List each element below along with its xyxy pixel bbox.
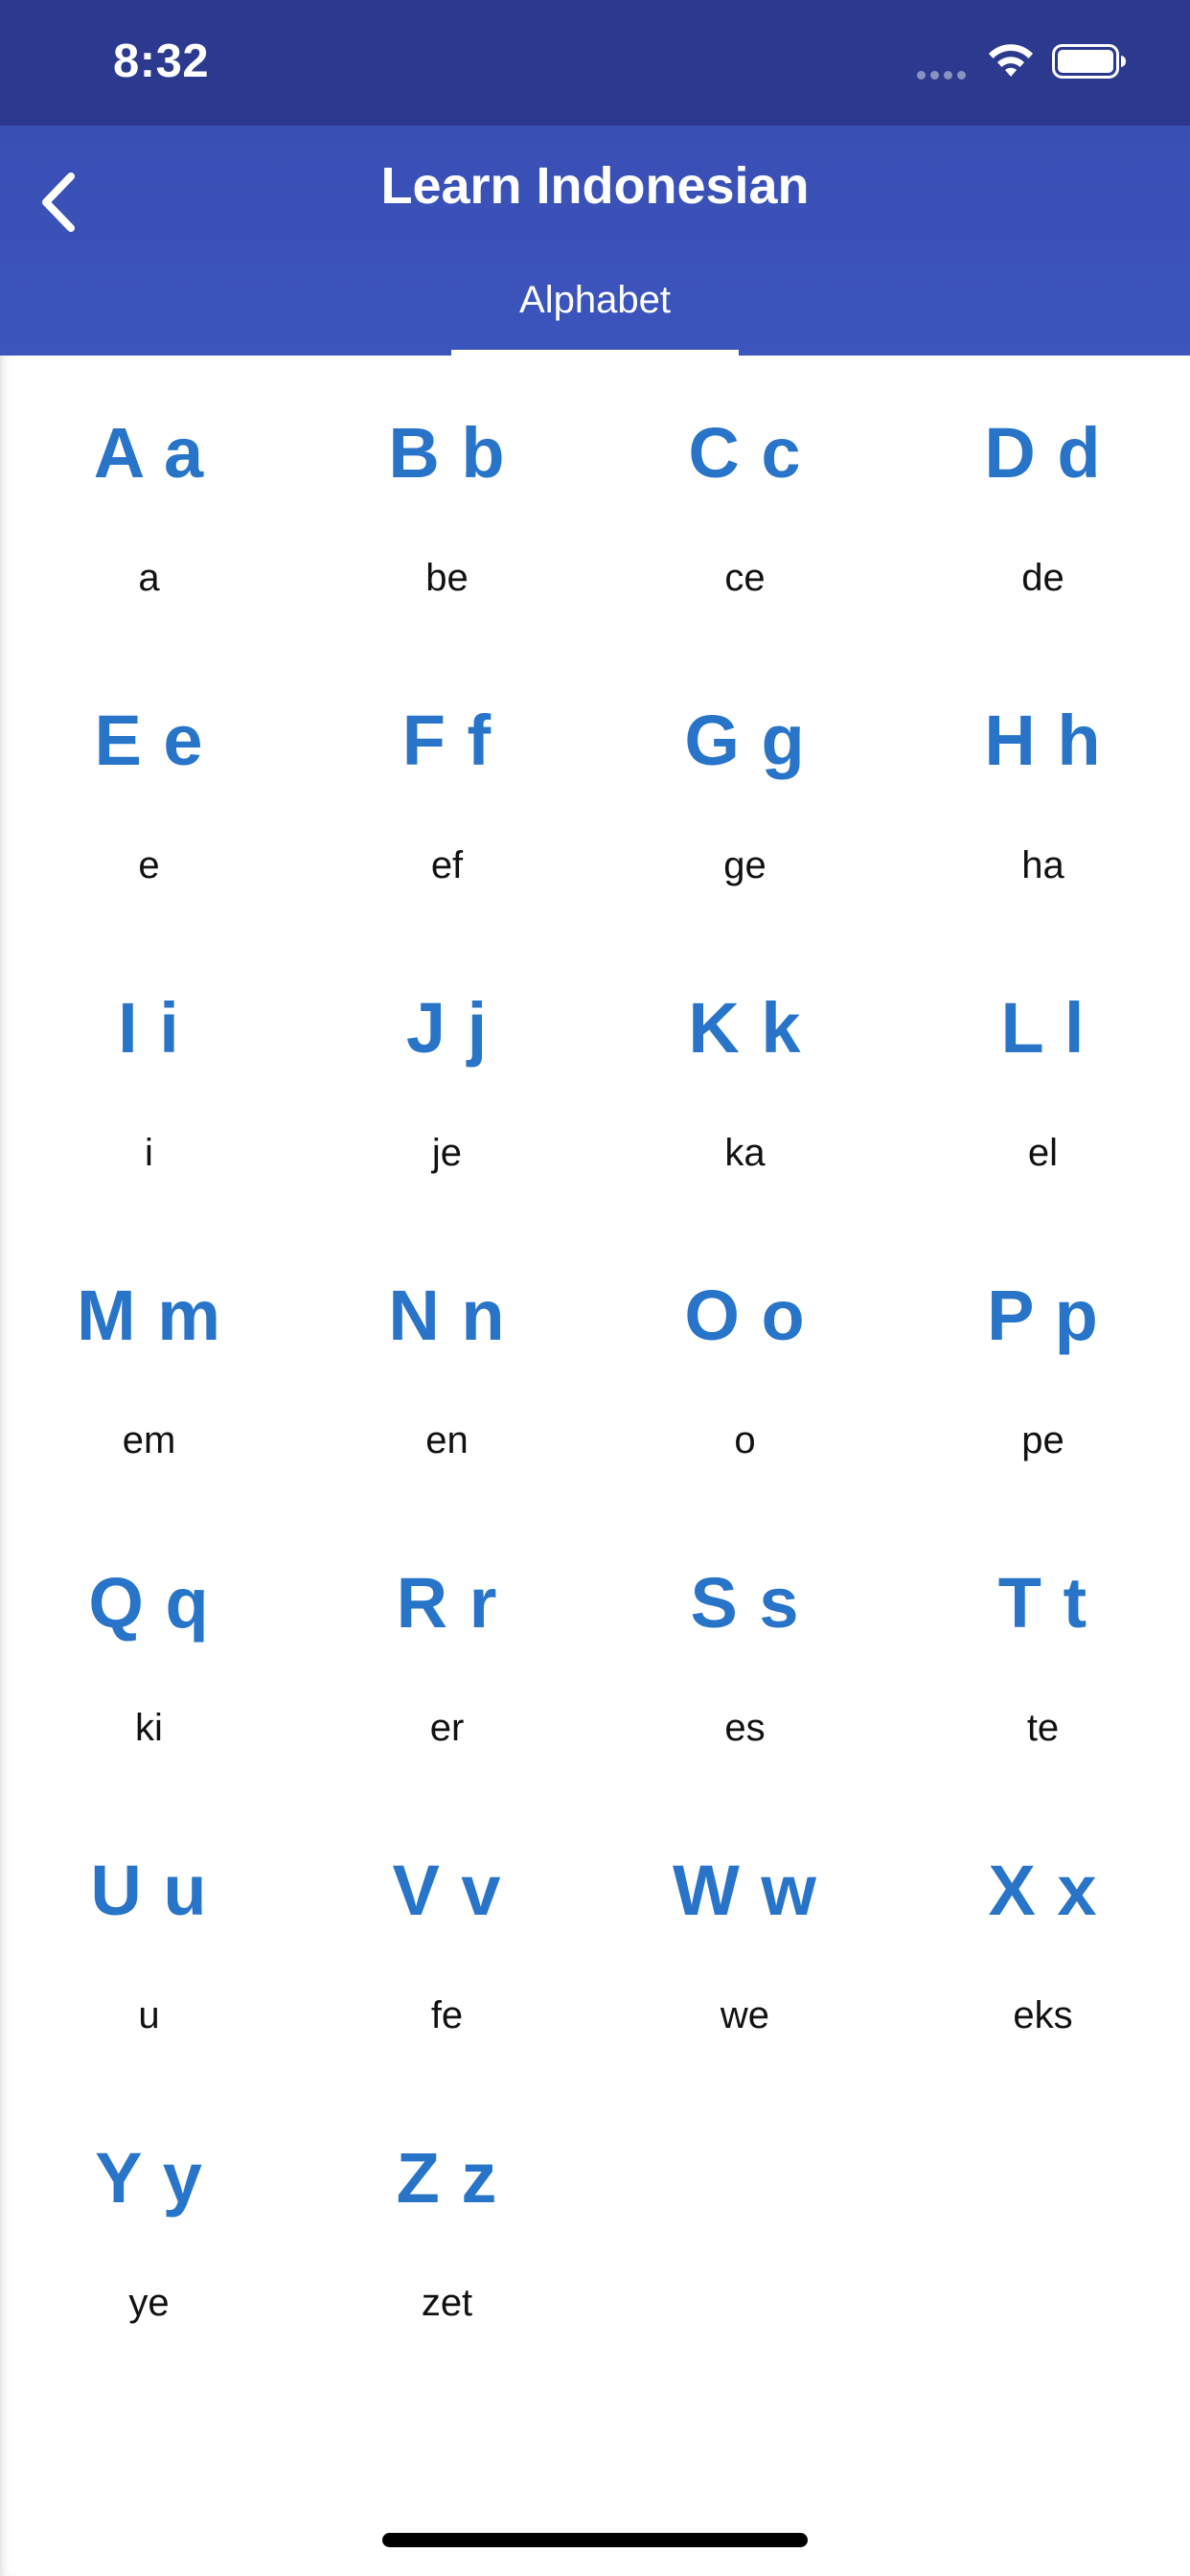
status-time: 8:32 bbox=[113, 35, 210, 87]
battery-icon bbox=[1052, 44, 1127, 79]
letter-cell-e[interactable] bbox=[0, 643, 298, 931]
letter-glyph: U u bbox=[90, 1851, 208, 1930]
letter-glyph: G g bbox=[684, 701, 806, 780]
letter-pronunciation: be bbox=[425, 557, 469, 599]
tab-alphabet[interactable] bbox=[451, 279, 739, 356]
letter-pronunciation: eks bbox=[1013, 1994, 1073, 2036]
letter-pronunciation: ki bbox=[135, 1707, 163, 1749]
letter-glyph: Z z bbox=[396, 2138, 498, 2218]
letter-pronunciation: te bbox=[1026, 1707, 1060, 1749]
letter-pronunciation: ce bbox=[724, 557, 766, 599]
letter-cell-h[interactable] bbox=[894, 643, 1190, 931]
letter-cell-i[interactable] bbox=[0, 931, 298, 1218]
letter-pronunciation: ha bbox=[1021, 844, 1064, 886]
letter-glyph: T t bbox=[997, 1563, 1088, 1643]
letter-pronunciation: zet bbox=[421, 2282, 473, 2324]
letter-cell-v[interactable] bbox=[298, 1793, 596, 2081]
letter-pronunciation: ef bbox=[430, 844, 464, 886]
letter-pronunciation: fe bbox=[430, 1994, 464, 2036]
letter-cell-s[interactable] bbox=[596, 1506, 894, 1793]
letter-pronunciation: pe bbox=[1021, 1419, 1064, 1461]
letter-pronunciation: je bbox=[431, 1132, 463, 1174]
letter-cell-l[interactable] bbox=[894, 931, 1190, 1218]
letter-pronunciation: de bbox=[1021, 557, 1064, 599]
letter-glyph: L l bbox=[1000, 988, 1086, 1068]
letter-pronunciation: ge bbox=[723, 844, 767, 886]
letter-cell-p[interactable] bbox=[894, 1218, 1190, 1506]
letter-cell-b[interactable] bbox=[298, 356, 596, 643]
letter-cell-t[interactable] bbox=[894, 1506, 1190, 1793]
letter-pronunciation: er bbox=[429, 1707, 465, 1749]
alphabet-content bbox=[0, 356, 1190, 2576]
letter-glyph: V v bbox=[392, 1851, 502, 1930]
alphabet-grid bbox=[0, 356, 1190, 2368]
letter-pronunciation: o bbox=[734, 1419, 756, 1461]
wifi-icon bbox=[986, 42, 1036, 80]
letter-glyph: F f bbox=[401, 701, 492, 780]
letter-glyph: B b bbox=[388, 413, 506, 493]
signal-dots-icon bbox=[917, 71, 966, 80]
tab-alphabet-label: Alphabet bbox=[519, 279, 671, 321]
letter-glyph: W w bbox=[673, 1851, 817, 1930]
letter-glyph: R r bbox=[396, 1563, 498, 1643]
letter-glyph: Q q bbox=[88, 1563, 210, 1643]
letter-cell-k[interactable] bbox=[596, 931, 894, 1218]
letter-pronunciation: es bbox=[724, 1707, 766, 1749]
letter-cell-n[interactable] bbox=[298, 1218, 596, 1506]
letter-pronunciation: ka bbox=[724, 1132, 766, 1174]
letter-pronunciation: el bbox=[1027, 1132, 1059, 1174]
letter-cell-f[interactable] bbox=[298, 643, 596, 931]
letter-glyph: N n bbox=[388, 1276, 506, 1355]
letter-cell-g[interactable] bbox=[596, 643, 894, 931]
letter-cell-y[interactable] bbox=[0, 2081, 298, 2368]
letter-glyph: E e bbox=[94, 701, 204, 780]
home-indicator[interactable] bbox=[382, 2533, 808, 2547]
letter-cell-a[interactable] bbox=[0, 356, 298, 643]
letter-glyph: A a bbox=[93, 413, 205, 493]
letter-cell-d[interactable] bbox=[894, 356, 1190, 643]
letter-cell-z[interactable] bbox=[298, 2081, 596, 2368]
letter-glyph: C c bbox=[688, 413, 802, 493]
letter-glyph: Y y bbox=[95, 2138, 203, 2218]
letter-glyph: P p bbox=[987, 1276, 1099, 1355]
letter-pronunciation: i bbox=[145, 1132, 153, 1174]
letter-glyph: J j bbox=[405, 988, 489, 1068]
letter-pronunciation: u bbox=[138, 1994, 160, 2036]
letter-pronunciation: ye bbox=[128, 2282, 170, 2324]
letter-pronunciation: we bbox=[720, 1994, 770, 2036]
app-header bbox=[0, 126, 1190, 356]
letter-pronunciation: em bbox=[122, 1419, 176, 1461]
letter-glyph: O o bbox=[684, 1276, 806, 1355]
letter-glyph: X x bbox=[988, 1851, 1098, 1930]
letter-cell-x[interactable] bbox=[894, 1793, 1190, 2081]
letter-cell-q[interactable] bbox=[0, 1506, 298, 1793]
letter-glyph: M m bbox=[77, 1276, 221, 1355]
letter-glyph: H h bbox=[984, 701, 1102, 780]
page-title: Learn Indonesian bbox=[380, 157, 810, 215]
letter-cell-w[interactable] bbox=[596, 1793, 894, 2081]
letter-glyph: I i bbox=[118, 988, 180, 1068]
letter-glyph: D d bbox=[984, 413, 1102, 493]
letter-glyph: S s bbox=[690, 1563, 800, 1643]
letter-cell-c[interactable] bbox=[596, 356, 894, 643]
letter-cell-u[interactable] bbox=[0, 1793, 298, 2081]
letter-cell-j[interactable] bbox=[298, 931, 596, 1218]
letter-cell-o[interactable] bbox=[596, 1218, 894, 1506]
letter-pronunciation: en bbox=[425, 1419, 469, 1461]
letter-cell-m[interactable] bbox=[0, 1218, 298, 1506]
letter-cell-r[interactable] bbox=[298, 1506, 596, 1793]
letter-pronunciation: e bbox=[138, 844, 160, 886]
letter-glyph: K k bbox=[688, 988, 802, 1068]
status-bar bbox=[0, 0, 1190, 126]
letter-pronunciation: a bbox=[138, 557, 160, 599]
